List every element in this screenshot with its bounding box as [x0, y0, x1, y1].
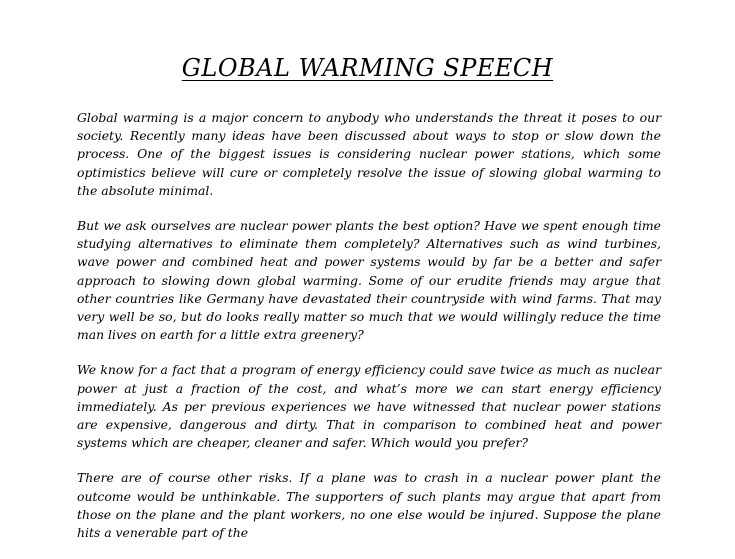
paragraph-1: Global warming is a major concern to anybody who understands the threat it poses to our society. Recently many ideas have been discussed about ways to stop or slow down the process. One of the biggest issues is considering nuclear power stations, which some optimistics believe will cure or completely resolve the issue of slowing global warming to the absolute minimal.	[77, 110, 661, 198]
paragraph-3: We know for a fact that a program of energy efficiency could save twice as much as nuclear power at just a fraction of the cost, and what’s more we can start energy efficiency immediately. As per previous experiences we have witnessed that nuclear power stations are expensive, dangerous and dirty. That in comparison to combined heat and power systems which are cheaper, cleaner and safer. Which would you prefer?	[77, 362, 661, 451]
document-body	[77, 109, 661, 559]
paragraph-4: There are of course other risks. If a plane was to crash in a nuclear power plant the outcome would be unthinkable. The supporters of such plants may argue that apart from those on the plane and the plant workers, no one else would be injured. Suppose the plane hits a venerable part of the	[77, 470, 661, 541]
document-title: GLOBAL WARMING SPEECH	[181, 54, 554, 82]
paragraph-2: But we ask ourselves are nuclear power plants the best option? Have we spent enough time studying alternatives to eliminate them completely? Alternatives such as wind turbines, wave power and combined heat and power systems would by far be a better and safer approach to slowing down global warming. Some of our erudite friends may argue that other countries like Germany have devastated their countryside with wind farms. That may very well be so, but do looks really matter so much that we would willingly reduce the time man lives on earth for a little extra greenery?	[77, 218, 661, 343]
